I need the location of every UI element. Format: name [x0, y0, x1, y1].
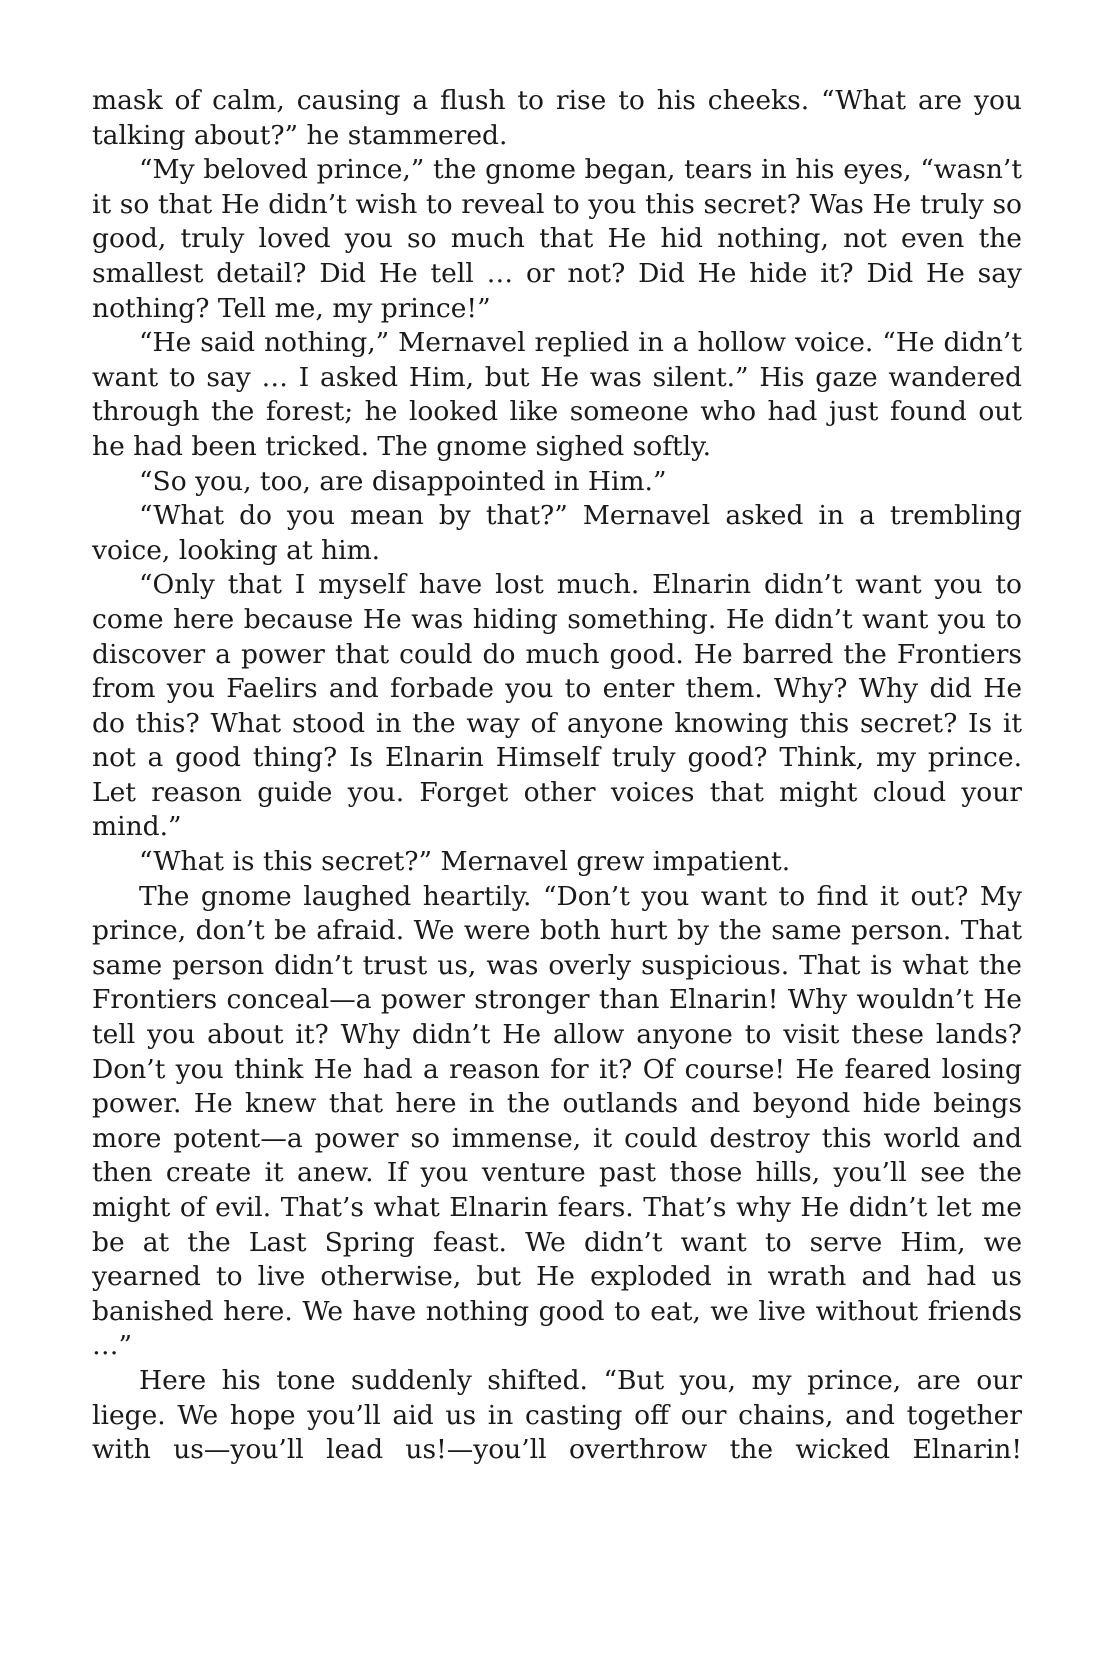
paragraph-2: “My beloved prince,” the gnome began, tears in his eyes, “wasn’t it so that He didn’t wish to reveal to you this secret? Was He truly so good, truly loved you so much that He hid nothing, not even the smallest detail? Did He tell … or not? Did He hide it? Did He say nothing? Tell me, my prince!” — [92, 154, 1022, 324]
paragraph-9: Here his tone suddenly shifted. “But you, my prince, are our liege. We hope you’ll aid us in casting off our chains, and together with us—you’ll lead us!—you’ll overthrow the wicked Elnarin! — [92, 1364, 1022, 1466]
paragraph-5: “What do you mean by that?” Mernavel asked in a trembling voice, looking at him. — [92, 500, 1022, 566]
paragraph-1: mask of calm, causing a flush to rise to his cheeks. “What are you talking about?” he stammered. — [92, 85, 1022, 151]
paragraph-6: “Only that I myself have lost much. Elnarin didn’t want you to come here because He was hiding something. He didn’t want you to discover a power that could do much good. He barred the Frontiers from you Faelirs and forbade you to enter them. Why? Why did He do this? What stood in the way of anyone knowing this secret? Is it not a good thing? Is Elnarin Himself truly good? Think, my prince. Let reason guide you. Forget other voices that might cloud your mind.” — [92, 569, 1022, 843]
paragraph-8: The gnome laughed heartily. “Don’t you want to find it out? My prince, don’t be afraid. We were both hurt by the same person. That same person didn’t trust us, was overly suspicious. That is what the Frontiers conceal—a power stronger than Elnarin! Why wouldn’t He tell you about it? Why didn’t He allow anyone to visit these lands? Don’t you think He had a reason for it? Of course! He feared losing power. He knew that here in the outlands and beyond hide beings more potent—a power so immense, it could destroy this world and then create it anew. If you venture past those hills, you’ll see the might of evil. That’s what Elnarin fears. That’s why He didn’t let me be at the Last Spring feast. We didn’t want to serve Him, we yearned to live otherwise, but He exploded in wrath and had us banished here. We have nothing good to eat, we live without friends …” — [92, 880, 1022, 1362]
book-page — [92, 84, 1022, 1468]
paragraph-3: “He said nothing,” Mernavel replied in a hollow voice. “He didn’t want to say … I asked Him, but He was silent.” His gaze wandered through the forest; he looked like someone who had just found out he had been tricked. The gnome sighed softly. — [92, 327, 1022, 462]
paragraph-7: “What is this secret?” Mernavel grew impatient. — [139, 846, 791, 878]
paragraph-4: “So you, too, are disappointed in Him.” — [139, 465, 667, 497]
